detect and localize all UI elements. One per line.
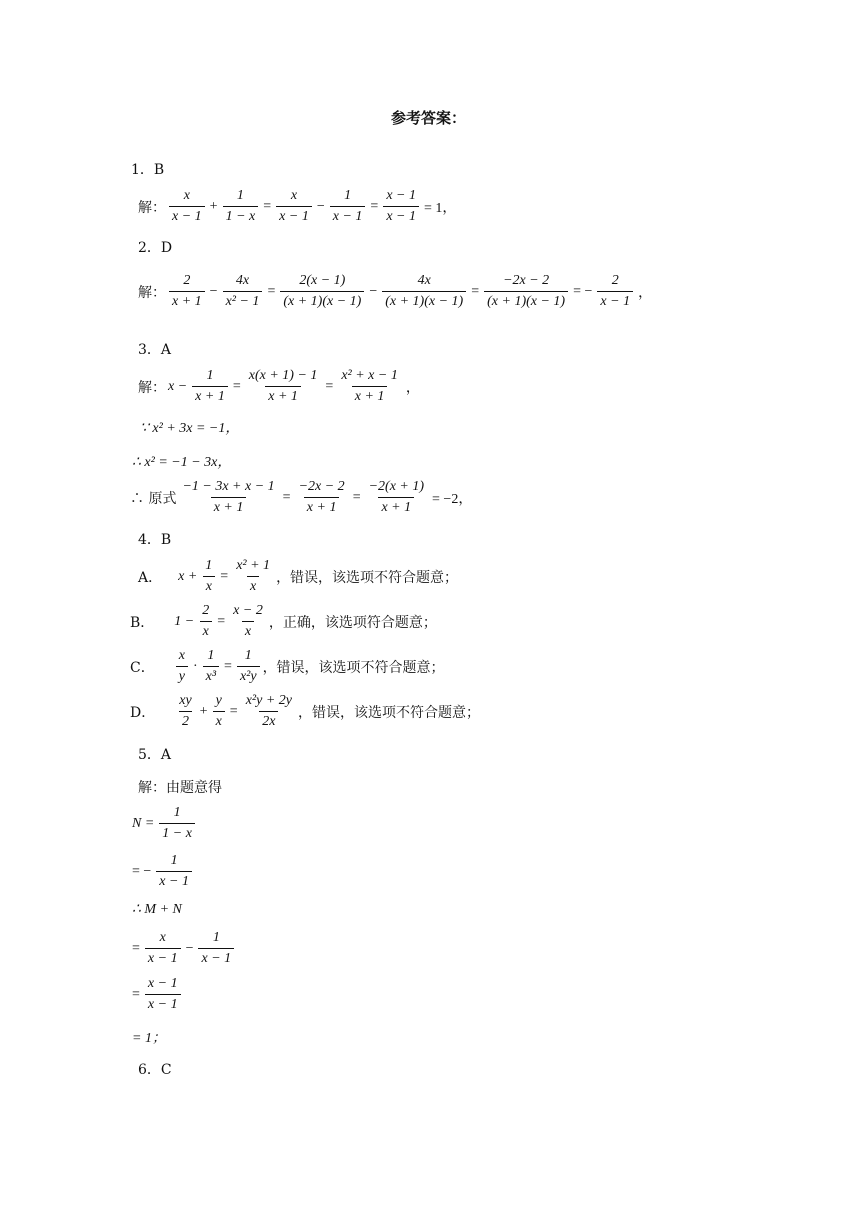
solution-prefix: 解： (138, 379, 166, 396)
option-d: D． $\frac{xy}{2}$ + $\frac{y}{x}$ = $\frac{\text{x²y + 2y}}{2x}$ ，错误，该选项不符合题意； (130, 693, 480, 729)
solution-2: 解： $\frac{2}{x + 1}$ − $\frac{4x}{\text{x² − 1}}$ = $\frac{2(x - 1)}{(x + 1)(x - 1)}$ − $\frac{4x}{(x + 1)(x - 1)}$ = $\frac{-2x - 2}{(x + 1)(x - 1)}$ = − $\frac{2}{x - 1}$ ， (138, 273, 653, 309)
fraction: $\frac{x}{x - 1}$ (145, 930, 181, 967)
solution-5-line-3: ∴ M + N (132, 902, 182, 917)
fraction: $\frac{1}{x - 1}$ (198, 930, 234, 967)
option-a: A． x + $\frac{1}{x}$ = $\frac{\text{x² + 1}}{x}$ ，错误，该选项不符合题意； (138, 558, 459, 594)
answer-5: 5．A (138, 747, 172, 763)
fraction: $\frac{xy}{2}$ (179, 693, 192, 729)
answer-1: 1．B (131, 162, 165, 178)
fraction: $\frac{2}{x - 1}$ (597, 273, 633, 310)
answer-3: 3．A (138, 342, 172, 358)
fraction: $\frac{-2(x + 1)}{x + 1}$ (368, 479, 425, 515)
fraction: $\frac{1}{x - 1}$ (156, 853, 192, 890)
fraction: $\frac{1}{x}$ (202, 558, 215, 595)
fraction: $\frac{4x}{\text{x² − 1}}$ (223, 273, 263, 310)
fraction: $\frac{x - 1}{x - 1}$ (383, 188, 419, 225)
fraction: $\frac{\text{x²y + 2y}}{2x}$ (245, 693, 292, 729)
fraction: $\frac{1}{1 - x}$ (159, 805, 195, 842)
fraction: $\frac{-2x - 2}{x + 1}$ (298, 479, 345, 515)
fraction: $\frac{2(x - 1)}{(x + 1)(x - 1)}$ (280, 273, 364, 310)
solution-1: 解： $\frac{x}{x - 1}$ + $\frac{1}{1 - x}$ = $\frac{x}{x - 1}$ − $\frac{1}{x - 1}$ = $\frac{x - 1}{x - 1}$ = 1， (138, 188, 457, 224)
fraction: $\frac{\text{x² + 1}}{x}$ (236, 558, 271, 594)
fraction: $\frac{1}{\text{x³}}$ (203, 648, 219, 685)
solution-prefix: 解： (138, 199, 166, 216)
fraction: $\frac{2}{x + 1}$ (169, 273, 205, 310)
solution-5-line-2: = − $\frac{1}{x - 1}$ (130, 853, 195, 890)
page-title: 参考答案： (391, 109, 467, 127)
fraction: $\frac{1}{1 - x}$ (223, 188, 259, 225)
fraction: $\frac{1}{\text{x²y}}$ (237, 648, 260, 685)
fraction: $\frac{2}{x}$ (199, 603, 212, 640)
solution-prefix: 解： (138, 284, 166, 301)
fraction: $\frac{x - 2}{x}$ (233, 603, 263, 639)
fraction: $\frac{x(x + 1) - 1}{x + 1}$ (248, 368, 318, 404)
fraction: $\frac{x - 1}{x - 1}$ (145, 976, 181, 1013)
solution-5-line-1: N = $\frac{1}{1 - x}$ (130, 805, 198, 842)
option-b: B． 1 − $\frac{2}{x}$ = $\frac{x - 2}{x}$ ，正确，该选项符合题意； (130, 603, 437, 639)
fraction: $\frac{x}{x - 1}$ (276, 188, 312, 225)
solution-5-intro: 解：由题意得 (138, 780, 222, 796)
fraction: $\frac{-2x - 2}{(x + 1)(x - 1)}$ (484, 273, 568, 310)
answer-6: 6．C (138, 1062, 172, 1078)
solution-3-line-1: 解： x − $\frac{1}{x + 1}$ = $\frac{x(x + 1) - 1}{x + 1}$ = $\frac{\text{x² + x − 1}}{x + 1}$ ， (138, 368, 420, 404)
option-c: C． $\frac{x}{y}$ · $\frac{1}{\text{x³}}$ = $\frac{1}{\text{x²y}}$ ，错误，该选项不符合题意； (130, 648, 445, 684)
fraction: $\frac{4x}{(x + 1)(x - 1)}$ (382, 273, 466, 310)
solution-3-line-3: ∴ x² = −1 − 3x， (132, 455, 232, 470)
fraction: $\frac{\text{x² + x − 1}}{x + 1}$ (341, 368, 398, 404)
solution-3-line-2: ∵ x² + 3x = −1， (140, 421, 240, 436)
solution-5-line-5: = $\frac{x - 1}{x - 1}$ (130, 976, 184, 1013)
answer-4: 4．B (138, 532, 172, 548)
fraction: $\frac{y}{x}$ (213, 693, 225, 730)
fraction: $\frac{1}{x - 1}$ (330, 188, 366, 225)
solution-5-line-4: = $\frac{x}{x - 1}$ − $\frac{1}{x - 1}$ (130, 930, 237, 967)
fraction: $\frac{x}{x - 1}$ (169, 188, 205, 225)
fraction: $\frac{x}{y}$ (176, 648, 188, 685)
fraction: $\frac{1}{x + 1}$ (192, 368, 228, 405)
solution-3-line-4: ∴ 原式 $\frac{-1 - 3x + x - 1}{x + 1}$ = $\frac{-2x - 2}{x + 1}$ = $\frac{-2(x + 1)}{x + 1}$ = −2， (130, 479, 473, 515)
answer-2: 2．D (138, 240, 173, 256)
solution-5-line-6: = 1； (132, 1031, 166, 1046)
fraction: $\frac{-1 - 3x + x - 1}{x + 1}$ (182, 479, 275, 515)
